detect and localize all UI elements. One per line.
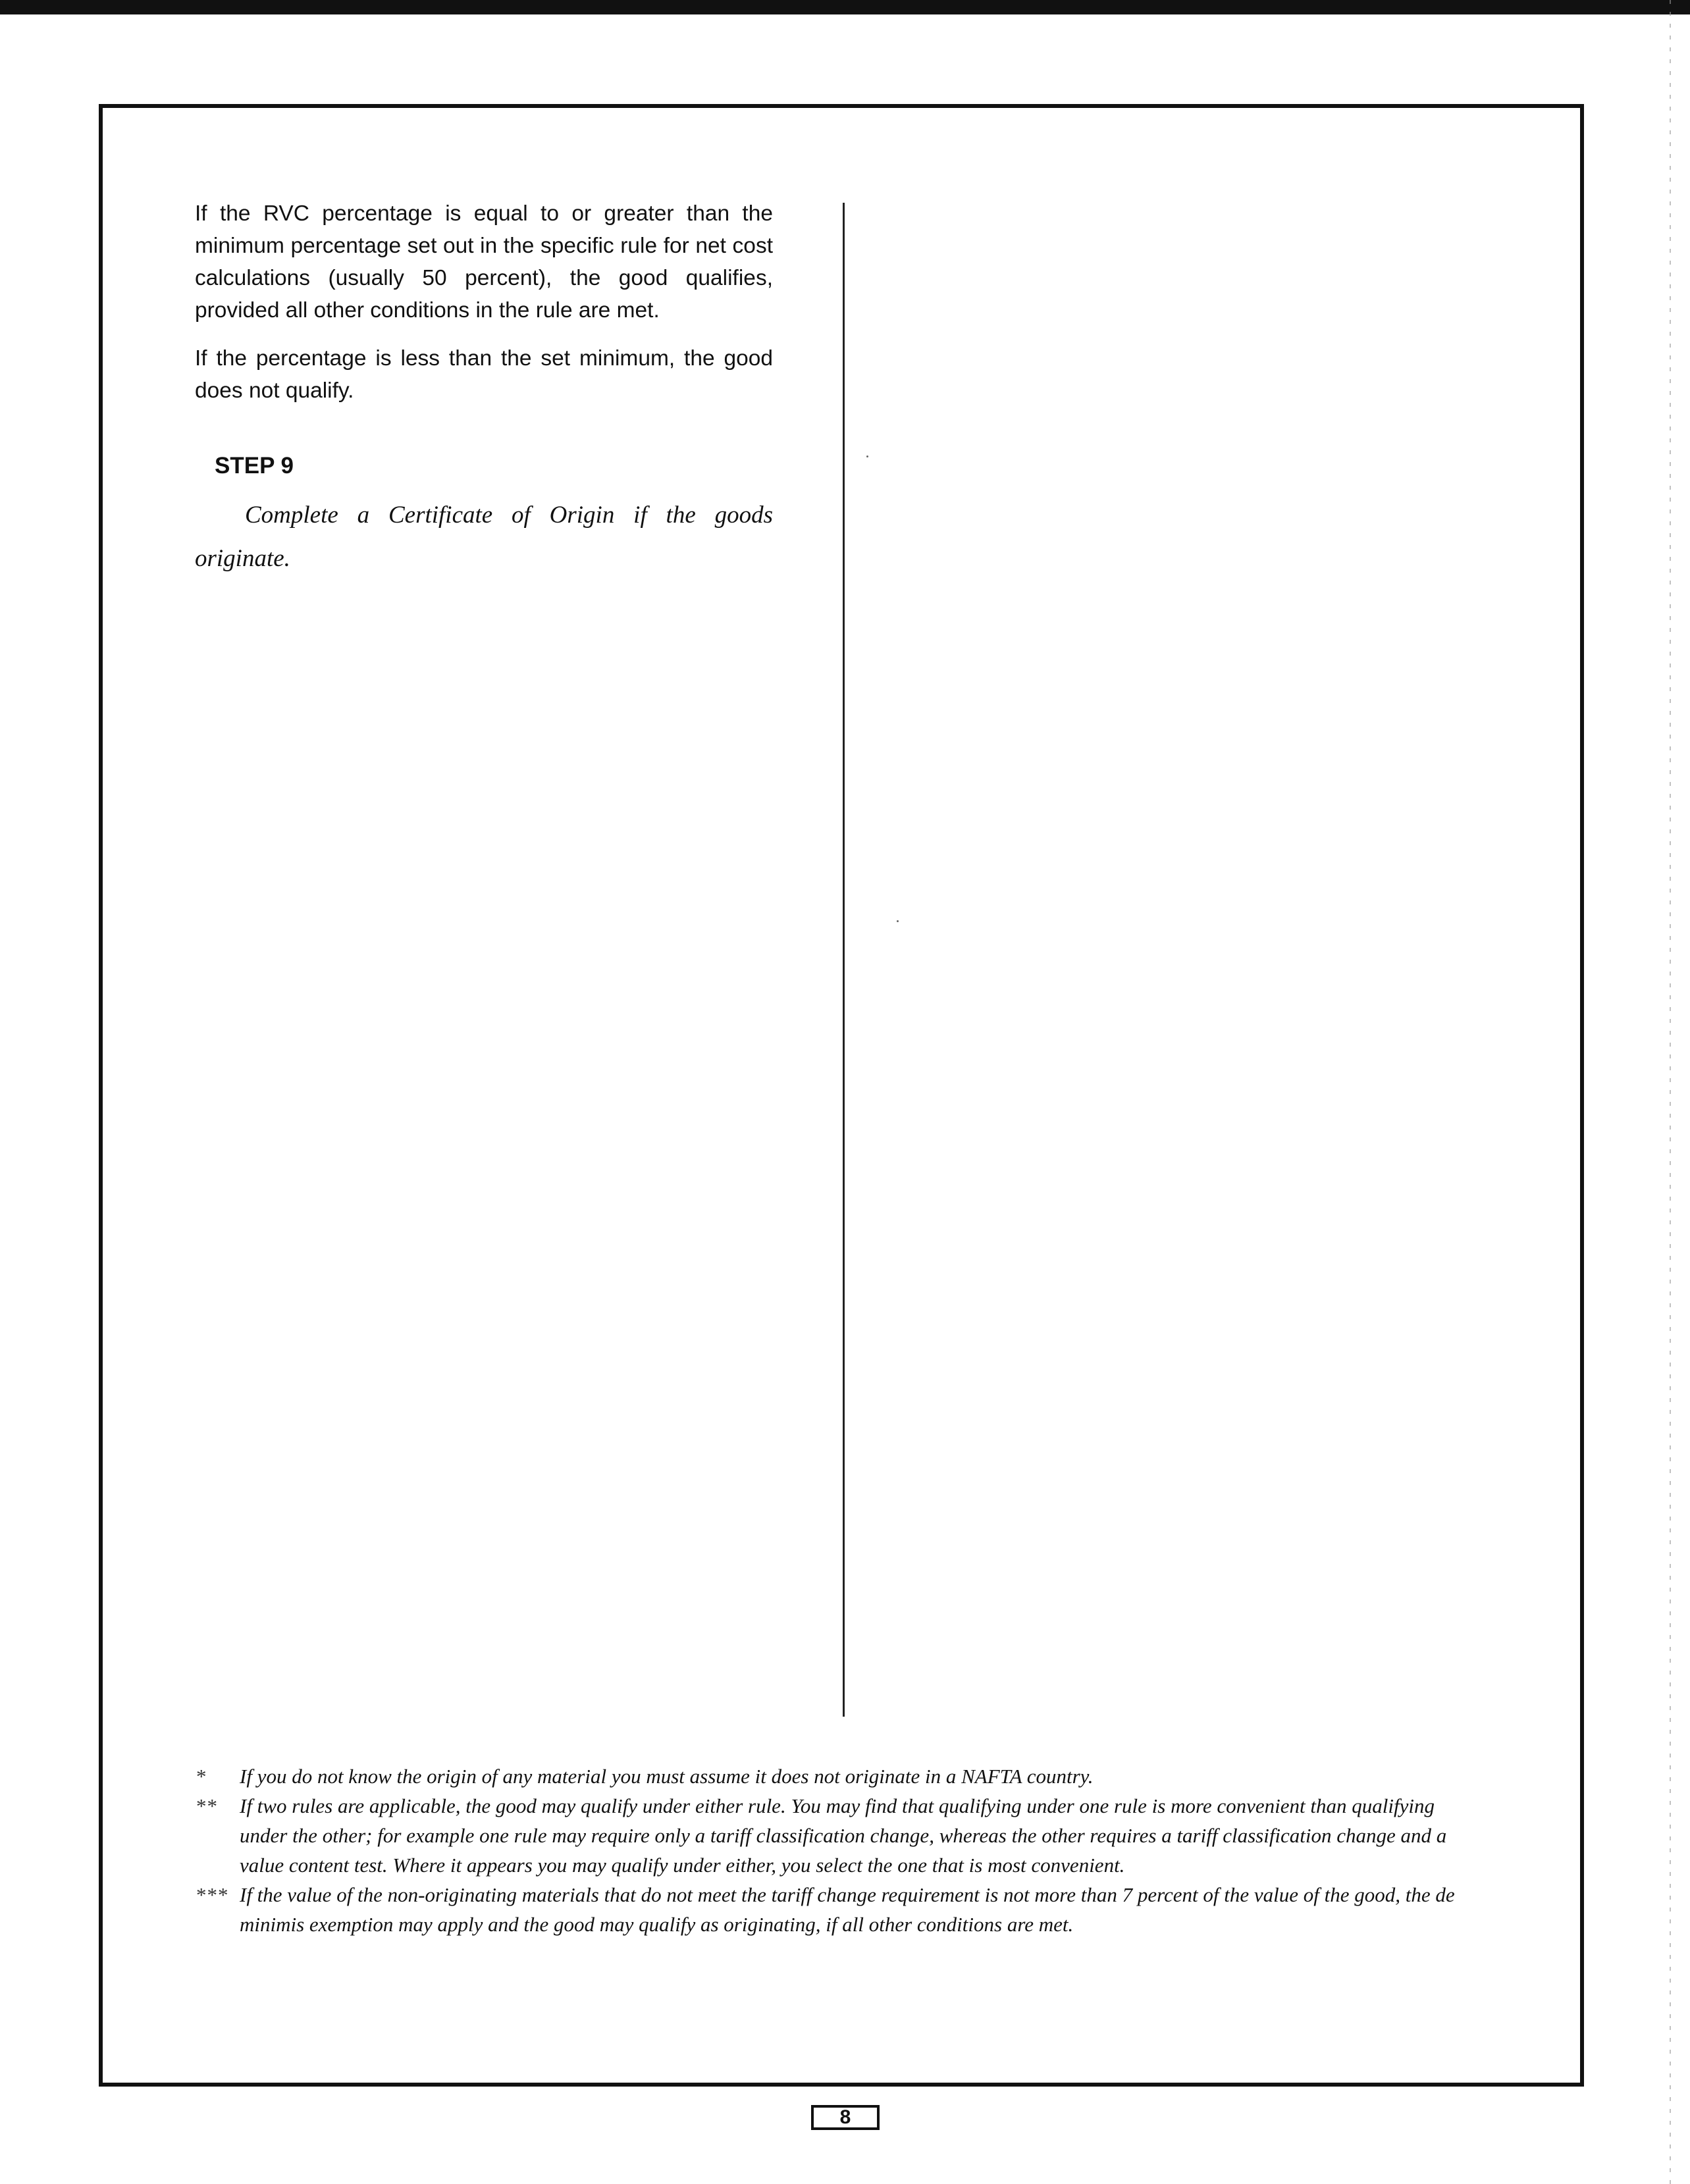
footnotes [196,1761,1480,1939]
scan-speck [897,920,899,922]
step-heading: STEP 9 [215,453,294,479]
footnote-marker: ** [196,1794,218,1817]
paragraph-not-qualify: If the percentage is less than the set minimum, the good does not qualify. [195,346,773,403]
scan-top-edge [0,0,1690,14]
footnote [196,1880,1480,1939]
left-column [195,197,773,581]
footnote-marker: * [196,1765,207,1788]
step-instruction: Complete a Certificate of Origin if the goods originate. [195,502,773,572]
paragraph-rvc-qualifies: If the RVC percentage is equal to or greater than the minimum percentage set out in the specific rule for net cost calculations (usually 50 percent), the good qualifies, provided all other conditions in the rule are met. [195,201,773,323]
footnote [196,1791,1480,1880]
scan-right-edge [1670,0,1671,2184]
column-divider [843,203,845,1717]
footnote [196,1761,1480,1791]
footnote-text: If the value of the non-originating materials that do not meet the tariff change requirement is not more than 7 percent of the value of the good, the de minimis exemption may apply and the good may qualify as originating, if all other conditions are met. [240,1883,1455,1936]
footnote-text: If two rules are applicable, the good may qualify under either rule. You may find that qualifying under one rule is more convenient than qualifying under the other; for example one rule may require only a tariff classification change, whereas the other requires a tariff classification change and a value content test. Where it appears you may qualify under either, you select the one that is most convenient. [240,1794,1447,1877]
page-number: 8 [811,2105,880,2130]
footnote-text: If you do not know the origin of any material you must assume it does not originate in a NAFTA country. [240,1765,1094,1788]
scan-speck [866,455,868,457]
footnote-marker: *** [196,1883,229,1906]
